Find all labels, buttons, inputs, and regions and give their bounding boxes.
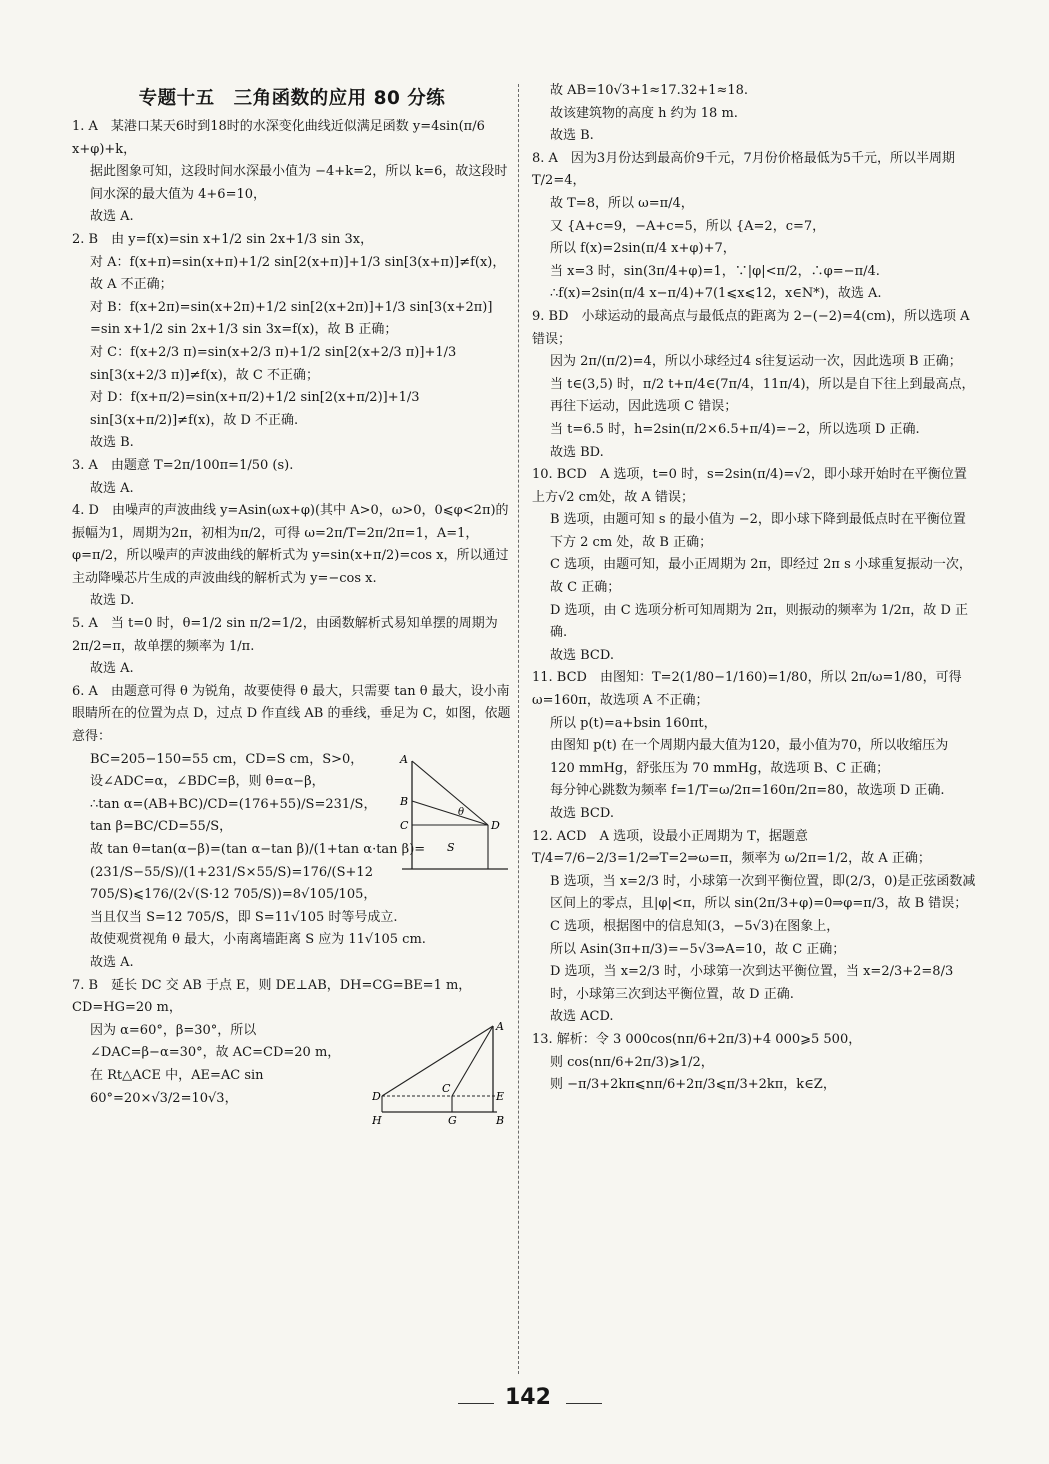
answer-7: 7. B 延长 DC 交 AB 于点 E，则 DE⊥AB，DH=CG=BE=1 m，CD=HG=20 m， bbox=[72, 977, 472, 1016]
answer-10-d: D 选项，由 C 选项分析可知周期为 2π，则振动的频率为 1/2π，故 D 正确. bbox=[550, 602, 968, 641]
fig7-label-a: A bbox=[496, 1019, 504, 1033]
fig6-label-b: B bbox=[400, 794, 409, 808]
answer-8-system: 又 {A+c=9，−A+c=5，所以 {A=2，c=7， bbox=[550, 218, 826, 234]
answer-9-b: 因为 2π/(π/2)=4，所以小球经过4 s往复运动一次，因此选项 B 正确； bbox=[550, 354, 962, 370]
answer-6-choice: 故选 A. bbox=[90, 954, 134, 970]
answer-4-choice: 故选 D. bbox=[90, 593, 135, 609]
answer-11: 11. BCD 由图知：T=2(1/80−1/160)=1/80，所以 2π/ω=1/80，可得 ω=160π，故选项 A 不正确； bbox=[532, 670, 962, 709]
answer-9-d: 当 t=6.5 时，h=2sin(π/2×6.5+π/4)=−2，所以选项 D 正确. bbox=[550, 421, 920, 437]
answer-5-choice: 故选 A. bbox=[90, 661, 134, 677]
left-column bbox=[72, 84, 512, 1127]
fig7-label-h: H bbox=[372, 1113, 382, 1127]
answer-12-c: C 选项，根据图中的信息知(3，−5√3)在图象上， bbox=[550, 918, 840, 934]
answer-6-equality: 当且仅当 S=12 705/S，即 S=11√105 时等号成立. bbox=[90, 909, 398, 925]
answer-8-omega: 故 T=8，所以 ω=π/4， bbox=[550, 195, 694, 211]
answer-6-tan: ∴tan α=(AB+BC)/CD=(176+55)/S=231/S，tan β=BC/CD=55/S， bbox=[90, 796, 377, 835]
answer-12-c2: 所以 Asin(3π+π/3)=−5√3⇒A=10，故 C 正确； bbox=[550, 941, 846, 957]
answer-12-b: B 选项，当 x=2/3 时，小球第一次到平衡位置，即(2/3，0)是正弦函数减区间上的零点，且|φ|<π，所以 sin(2π/3+φ)=0⇒φ=π/3，故 B 错误； bbox=[550, 873, 976, 912]
answer-1: 1. A 某港口某天6时到18时的水深变化曲线近似满足函数 y=4sin(π/6 x+φ)+k， bbox=[72, 119, 485, 157]
answer-8-phi: 当 x=3 时，sin(3π/4+φ)=1，∵|φ|<π/2，∴φ=−π/4. bbox=[550, 263, 880, 279]
answer-10-choice: 故选 BCD. bbox=[550, 647, 614, 663]
answer-3-choice: 故选 A. bbox=[90, 480, 134, 496]
answer-8: 8. A 因为3月份达到最高价9千元，7月份价格最低为5千元，所以半周期 T/2=4， bbox=[532, 150, 956, 189]
footer-rule-left bbox=[458, 1403, 494, 1404]
answer-2-b2: =sin x+1/2 sin 2x+1/3 sin 3x=f(x)，故 B 正确； bbox=[90, 322, 398, 338]
page-number: 142 bbox=[505, 1385, 551, 1410]
fig6-label-theta: θ bbox=[458, 806, 465, 818]
answer-7-angles: 因为 α=60°，β=30°，所以∠DAC=β−α=30°，故 AC=CD=20 m， bbox=[90, 1022, 341, 1061]
answer-9: 9. BD 小球运动的最高点与最低点的距离为 2−(−2)=4(cm)，所以选项 A 错误； bbox=[532, 308, 970, 347]
fig6-label-s: S bbox=[447, 840, 455, 854]
fig7-label-b: B bbox=[496, 1113, 505, 1127]
answer-3: 3. A 由题意 T=2π/100π=1/50 (s). bbox=[72, 457, 294, 473]
answer-13-range: 则 −π/3+2kπ⩽nπ/6+2π/3⩽π/3+2kπ，k∈Z， bbox=[550, 1077, 836, 1093]
answer-11-p: 所以 p(t)=a+bsin 160πt， bbox=[550, 715, 717, 731]
answer-8-result: ∴f(x)=2sin(π/4 x−π/4)+7(1⩽x⩽12，x∈N*)，故选 A. bbox=[550, 286, 882, 302]
figure-7-building-diagram bbox=[372, 1020, 512, 1130]
answer-12: 12. ACD A 选项，设最小正周期为 T，据题意 T/4=7/6−2/3=1/2⇒T=2⇒ω=π，频率为 ω/2π=1/2，故 A 正确； bbox=[532, 828, 931, 867]
answer-9-choice: 故选 BD. bbox=[550, 444, 604, 460]
answer-6-angles: 设∠ADC=α，∠BDC=β，则 θ=α−β， bbox=[90, 774, 325, 790]
answer-7-ae: 在 Rt△ACE 中，AE=AC sin 60°=20×√3/2=10√3， bbox=[90, 1067, 264, 1106]
answer-8-f: 所以 f(x)=2sin(π/4 x+φ)+7， bbox=[550, 241, 736, 257]
column-divider bbox=[518, 84, 519, 1374]
answer-12-d: D 选项，当 x=2/3 时，小球第一次到达平衡位置，当 x=2/3+2=8/3 时，小球第三次到达平衡位置，故 D 正确. bbox=[550, 964, 954, 1002]
answer-2-choice: 故选 B. bbox=[90, 435, 134, 451]
answer-6: 6. A 由题意可得 θ 为锐角，故要使得 θ 最大，只需要 tan θ 最大，设小南眼睛所在的位置为点 D，过点 D 作直线 AB 的垂线，垂足为 C，如图，依题意得： bbox=[72, 683, 511, 745]
answer-2-b: 对 B：f(x+2π)=sin(x+2π)+1/2 sin[2(x+2π)]+1/3 sin[3(x+2π)] bbox=[90, 299, 493, 315]
fig6-label-a: A bbox=[400, 752, 408, 766]
answer-2: 2. B 由 y=f(x)=sin x+1/2 sin 2x+1/3 sin 3x， bbox=[72, 231, 374, 247]
answer-6-given: BC=205−150=55 cm，CD=S cm，S>0， bbox=[90, 751, 364, 767]
answer-2-c: 对 C：f(x+2/3 π)=sin(x+2/3 π)+1/2 sin[2(x+2/3 π)]+1/3 sin[3(x+2/3 π)]≠f(x)，故 C 不正确； bbox=[90, 344, 457, 383]
answer-12-choice: 故选 ACD. bbox=[550, 1009, 614, 1025]
answer-11-bc: 由图知 p(t) 在一个周期内最大值为120，最小值为70，所以收缩压为 120 mmHg，舒张压为 70 mmHg，故选项 B、C 正确； bbox=[550, 738, 949, 776]
fig7-label-e: E bbox=[496, 1089, 505, 1103]
answer-6-conclusion: 故使观赏视角 θ 最大，小南离墙距离 S 应为 11√105 cm. bbox=[90, 932, 426, 948]
fig7-label-c: C bbox=[442, 1081, 451, 1095]
answer-11-d: 每分钟心跳数为频率 f=1/T=ω/2π=160π/2π=80，故选项 D 正确. bbox=[550, 783, 945, 799]
answer-13-cos: 则 cos(nπ/6+2π/3)⩾1/2， bbox=[550, 1054, 714, 1070]
fig6-label-c: C bbox=[400, 818, 409, 832]
fig7-label-d: D bbox=[372, 1089, 381, 1103]
answer-1-body: 据此图象可知，这段时间水深最小值为 −4+k=2，所以 k=6，故这段时间水深的最大值为 4+6=10， bbox=[90, 164, 508, 202]
answer-2-a: 对 A：f(x+π)=sin(x+π)+1/2 sin[2(x+π)]+1/3 sin[3(x+π)]≠f(x)，故 A 不正确； bbox=[90, 254, 506, 293]
answer-13: 13. 解析：令 3 000cos(nπ/6+2π/3)+4 000⩾5 500， bbox=[532, 1031, 862, 1047]
right-column bbox=[532, 80, 976, 1097]
answer-2-d: 对 D：f(x+π/2)=sin(x+π/2)+1/2 sin[2(x+π/2)]+1/3 sin[3(x+π/2)]≠f(x)，故 D 不正确. bbox=[90, 390, 420, 428]
answer-7-choice: 故选 B. bbox=[550, 128, 594, 144]
answer-11-choice: 故选 BCD. bbox=[550, 806, 614, 821]
answer-7-height: 故该建筑物的高度 h 约为 18 m. bbox=[550, 105, 738, 121]
answer-10: 10. BCD A 选项，t=0 时，s=2sin(π/4)=√2，即小球开始时在平衡位置上方√2 cm处，故 A 错误； bbox=[532, 467, 967, 505]
answer-5: 5. A 当 t=0 时，θ=1/2 sin π/2=1/2，由函数解析式易知单摆的周期为 2π/2=π，故单摆的频率为 1/π. bbox=[72, 616, 498, 654]
page-title: 专题十五 三角函数的应用 80 分练 bbox=[138, 88, 446, 109]
answer-10-c: C 选项，由题可知，最小正周期为 2π，即经过 2π s 小球重复振动一次，故 C 正确； bbox=[550, 557, 972, 596]
fig6-label-d: D bbox=[491, 818, 500, 832]
answer-1-choice: 故选 A. bbox=[90, 209, 134, 225]
answer-10-b: B 选项，由题可知 s 的最小值为 −2，即小球下降到最低点时在平衡位置下方 2 cm 处，故 B 正确； bbox=[550, 512, 966, 550]
fig7-label-g: G bbox=[448, 1113, 457, 1127]
footer-rule-right bbox=[566, 1403, 602, 1404]
figure-6-wall-diagram bbox=[392, 749, 512, 879]
answer-6-inequality: 故 tan θ=tan(α−β)=(tan α−tan β)/(1+tan α·tan β)=(231/S−55/S)/(1+231/S×55/S)=176/(S+12 705/S)⩽176/(2√(S·12 705/S))=8√105/105， bbox=[90, 842, 426, 903]
answer-4: 4. D 由噪声的声波曲线 y=Asin(ωx+φ)(其中 A>0，ω>0，0⩽φ<2π)的振幅为1，周期为2π，初相为π/2，可得 ω=2π/T=2π/2π=1，A=1，φ=π/2，所以噪声的声波曲线的解析式为 y=sin(x+π/2)=cos x，所以通过主动降噪芯片生成的声波曲线的解析式为 y=−cos x. bbox=[72, 503, 509, 586]
answer-9-c: 当 t∈(3,5) 时，π/2 t+π/4∈(7π/4，11π/4)，所以是自下往上到最高点，再往下运动，因此选项 C 错误； bbox=[550, 376, 975, 415]
answer-7-ab: 故 AB=10√3+1≈17.32+1≈18. bbox=[550, 83, 749, 98]
